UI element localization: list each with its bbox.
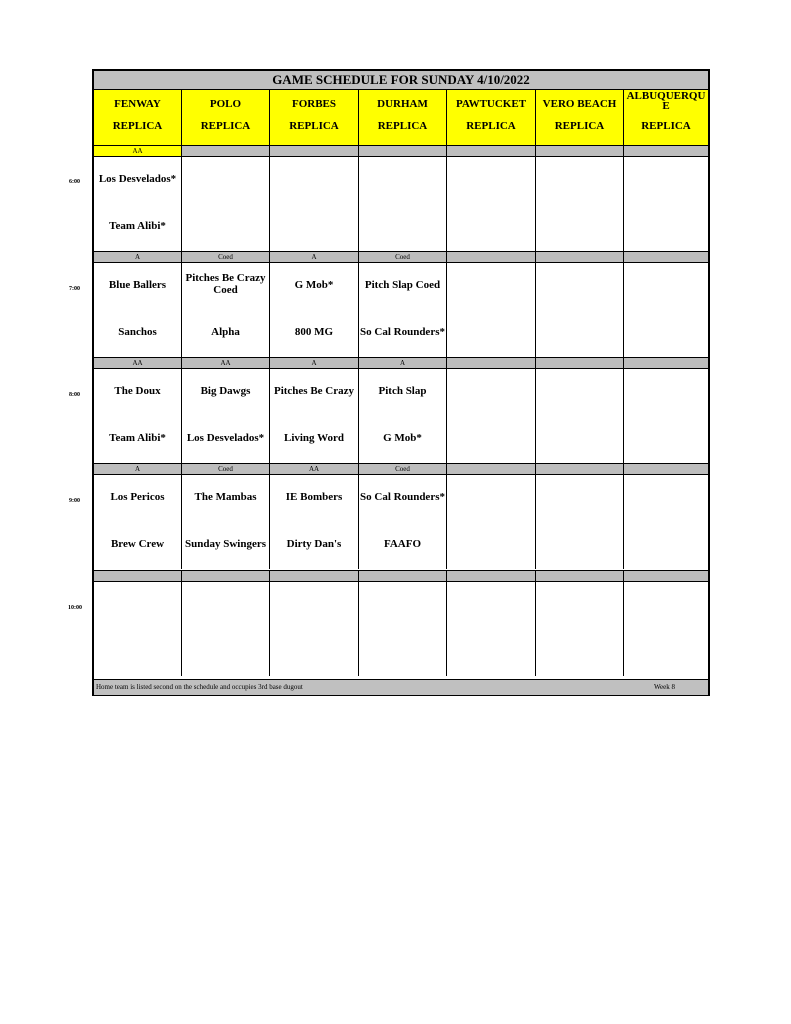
division-label: [182, 571, 270, 581]
game-cell: [94, 156, 182, 251]
field-name: DURHAM: [377, 98, 428, 110]
division-label: A: [94, 464, 182, 474]
home-team: Los Desvelados*: [186, 432, 265, 444]
division-label: A: [270, 252, 359, 262]
game-cell: [270, 368, 359, 463]
game-cell: [624, 156, 708, 251]
division-label: [536, 252, 624, 262]
game-cell: [182, 368, 270, 463]
division-label: [624, 252, 708, 262]
away-team: Los Pericos: [110, 491, 165, 503]
game-cell: [270, 581, 359, 676]
division-label: [447, 146, 536, 156]
field-header: [182, 90, 270, 145]
division-label: [447, 464, 536, 474]
time-label: 8:00: [69, 392, 80, 398]
field-name-line2: E: [662, 100, 670, 112]
division-label: [536, 571, 624, 581]
game-cell: [624, 474, 708, 569]
field-sub: REPLICA: [200, 120, 251, 132]
game-slot: [94, 262, 708, 357]
division-label: [359, 146, 447, 156]
game-cell: [624, 368, 708, 463]
field-header: [536, 90, 624, 145]
schedule-sheet: [92, 69, 710, 696]
division-label: Coed: [359, 464, 447, 474]
field-header: [624, 90, 708, 145]
division-label: A: [359, 358, 447, 368]
field-name: POLO: [209, 98, 242, 110]
game-cell: [624, 262, 708, 357]
division-label: [447, 571, 536, 581]
field-header: [447, 90, 536, 145]
game-cell: [359, 262, 447, 357]
division-label: [270, 571, 359, 581]
field-sub: REPLICA: [641, 120, 691, 132]
game-cell: [447, 368, 536, 463]
home-team: Sunday Swingers: [184, 538, 266, 550]
field-sub: REPLICA: [554, 120, 605, 132]
division-label: AA: [182, 358, 270, 368]
time-label: 10:00: [68, 605, 82, 611]
field-header: [94, 90, 182, 145]
division-label: [624, 358, 708, 368]
division-label: [536, 146, 624, 156]
home-team: G Mob*: [383, 432, 422, 444]
division-label: [182, 146, 270, 156]
game-cell: [94, 474, 182, 569]
division-label: Coed: [182, 464, 270, 474]
division-label: A: [94, 252, 182, 262]
field-name: VERO BEACH: [542, 98, 617, 110]
game-cell: [182, 474, 270, 569]
game-cell: [270, 474, 359, 569]
division-label: Coed: [359, 252, 447, 262]
game-cell: [94, 581, 182, 676]
division-label: AA: [94, 146, 182, 156]
schedule-title: GAME SCHEDULE FOR SUNDAY 4/10/2022: [94, 71, 708, 90]
game-cell: [447, 474, 536, 569]
game-slot: [94, 581, 708, 676]
game-cell: [447, 156, 536, 251]
game-cell: [270, 262, 359, 357]
field-header-row: [94, 90, 708, 145]
division-label: [624, 146, 708, 156]
game-cell: [359, 474, 447, 569]
division-label: [270, 146, 359, 156]
home-team: 800 MG: [294, 326, 334, 338]
away-team: Los Desvelados*: [98, 173, 177, 185]
home-team: Alpha: [211, 326, 240, 338]
time-label: 7:00: [69, 286, 80, 292]
game-cell: [447, 581, 536, 676]
game-slot: [94, 474, 708, 569]
home-team: So Cal Rounders*: [360, 326, 445, 338]
schedule-footer: [94, 679, 708, 695]
division-label: [624, 464, 708, 474]
time-label: 9:00: [69, 498, 80, 504]
away-team: The Mambas: [194, 491, 257, 503]
division-label: [447, 252, 536, 262]
division-label: AA: [94, 358, 182, 368]
away-team: Big Dawgs: [200, 385, 251, 397]
away-team: Pitches Be Crazy Coed: [185, 272, 266, 296]
field-name: FORBES: [291, 98, 336, 110]
away-team: G Mob*: [294, 279, 334, 291]
field-sub: REPLICA: [466, 120, 516, 132]
game-cell: [182, 262, 270, 357]
week-label: Week 8: [654, 683, 676, 691]
home-team: Brew Crew: [110, 538, 165, 550]
game-cell: [182, 581, 270, 676]
division-label: [447, 358, 536, 368]
game-cell: [94, 262, 182, 357]
home-team: Sanchos: [118, 326, 157, 338]
game-slot: [94, 368, 708, 463]
division-label: [536, 464, 624, 474]
game-cell: [359, 156, 447, 251]
division-label: Coed: [182, 252, 270, 262]
division-label: AA: [270, 464, 359, 474]
field-sub: REPLICA: [377, 120, 428, 132]
away-team: Pitches Be Crazy: [273, 385, 355, 397]
game-cell: [447, 262, 536, 357]
away-team: So Cal Rounders*: [360, 491, 445, 503]
field-header: [359, 90, 447, 145]
field-sub: REPLICA: [289, 120, 339, 132]
division-label: [536, 358, 624, 368]
division-label: [624, 571, 708, 581]
game-cell: [270, 156, 359, 251]
game-cell: [359, 581, 447, 676]
time-label: 6:00: [69, 179, 80, 185]
division-label: A: [270, 358, 359, 368]
home-team: Living Word: [283, 432, 344, 444]
away-team: Pitch Slap: [378, 385, 427, 397]
field-name: FENWAY: [114, 98, 161, 110]
game-slot: [94, 156, 708, 251]
footer-note: Home team is listed second on the schedule and occupies 3rd base dugout: [96, 683, 303, 691]
field-sub: REPLICA: [112, 120, 163, 132]
away-team: The Doux: [114, 385, 161, 397]
away-team: Pitch Slap Coed: [364, 279, 441, 291]
field-name: PAWTUCKET: [455, 98, 527, 110]
game-cell: [536, 156, 624, 251]
game-cell: [536, 474, 624, 569]
home-team: Team Alibi*: [109, 432, 166, 444]
game-cell: [359, 368, 447, 463]
game-cell: [182, 156, 270, 251]
division-label: [359, 571, 447, 581]
game-cell: [624, 581, 708, 676]
away-team: Blue Ballers: [108, 279, 167, 291]
home-team: Team Alibi*: [109, 220, 166, 232]
field-name: [624, 91, 708, 111]
home-team: FAAFO: [383, 538, 422, 550]
game-cell: [94, 368, 182, 463]
game-cell: [536, 581, 624, 676]
field-header: [270, 90, 359, 145]
game-cell: [536, 262, 624, 357]
away-team: IE Bombers: [285, 491, 343, 503]
game-cell: [536, 368, 624, 463]
field-name-line1: ALBUQUERQU: [626, 90, 706, 102]
home-team: Dirty Dan's: [286, 538, 342, 550]
division-label: [94, 571, 182, 581]
